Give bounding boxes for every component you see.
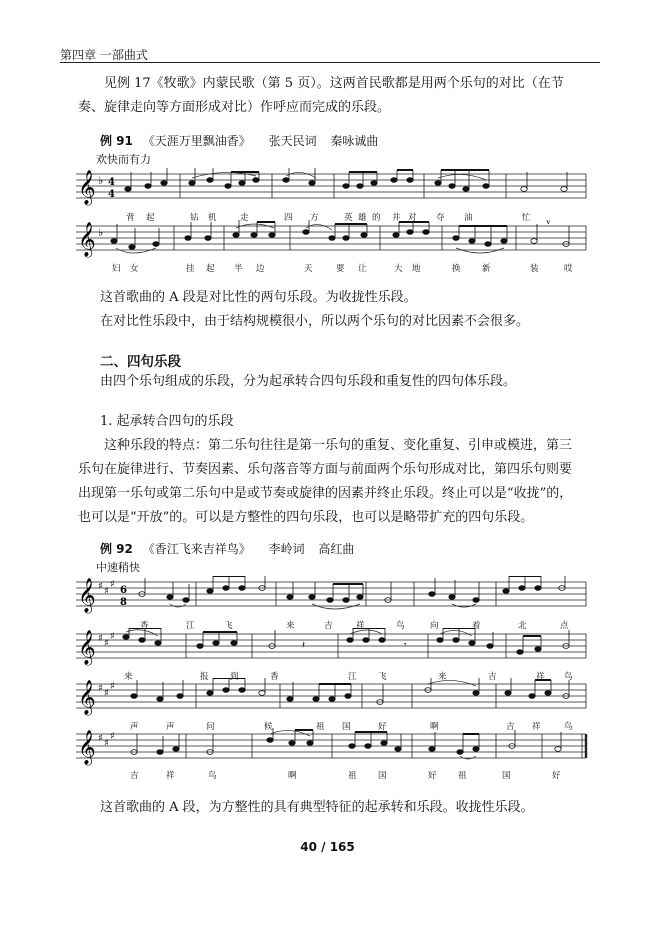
svg-text:4: 4 bbox=[108, 177, 115, 188]
treble-clef-icon: 𝄞 bbox=[78, 578, 96, 613]
example92-tempo: 中速稍快 bbox=[96, 561, 140, 574]
sharp-icon: ♯ bbox=[98, 633, 103, 644]
subsection-text: 这种乐段的特点：第二乐句往往是第一乐句的重复、变化重复、引申或模进，第三乐句在旋律进行、节奏因素、乐句落音等方面与前面两个乐句形成对比，第四乐句则要出现第一乐句或第二乐句中是或节奏或旋律的因素并终止乐段。终止可以是“收拢”的，也可以是“开放”的。可以是方整性的四句乐段，也可以是略带扩充的四句乐段。 bbox=[78, 438, 573, 525]
subsection-heading: 1. 起承转合四句的乐段 bbox=[100, 414, 234, 429]
flat-icon: ♭ bbox=[98, 174, 104, 187]
treble-clef-icon: 𝄞 bbox=[78, 222, 96, 257]
svg-text:8: 8 bbox=[120, 597, 127, 608]
example91-composer: 秦咏诚曲 bbox=[330, 134, 379, 148]
sharp-icon: ♯ bbox=[110, 631, 115, 642]
example92-staff-4 bbox=[76, 728, 596, 772]
example91-label: 例 91 bbox=[100, 134, 133, 148]
example92-staff-3 bbox=[76, 678, 596, 722]
sharp-icon: ♯ bbox=[110, 731, 115, 742]
sharp-icon: ♯ bbox=[98, 733, 103, 744]
svg-text:4: 4 bbox=[108, 189, 115, 200]
treble-clef-icon: 𝄞 bbox=[78, 730, 96, 765]
svg-text:𝄽: 𝄽 bbox=[302, 640, 306, 651]
page-number: 40 / 165 bbox=[300, 840, 355, 854]
example92-title-line bbox=[100, 540, 354, 557]
example92-lyricist: 李岭词 bbox=[268, 542, 305, 556]
example91-staff-2 bbox=[76, 220, 596, 264]
sharp-icon: ♯ bbox=[110, 579, 115, 590]
example92-lyrics-2: 来 报 到 香 江 飞 来 吉 祥 鸟 bbox=[124, 672, 573, 682]
treble-clef-icon: 𝄞 bbox=[78, 170, 96, 205]
treble-clef-icon: 𝄞 bbox=[78, 630, 96, 665]
svg-text:v: v bbox=[546, 220, 551, 226]
example91-title: 《天涯万里飘油香》 bbox=[142, 134, 251, 148]
example92-lyrics-1: 香 江 飞 来 吉 祥 鸟 向 着 北 点 bbox=[140, 621, 569, 631]
header-rule bbox=[60, 62, 600, 63]
sharp-icon: ♯ bbox=[110, 681, 115, 692]
section-heading: 二、四句乐段 bbox=[100, 354, 181, 370]
sharp-icon: ♯ bbox=[104, 638, 109, 649]
svg-text:𝄾: 𝄾 bbox=[404, 640, 407, 651]
example92-title: 《香江飞来吉祥鸟》 bbox=[142, 542, 251, 556]
sharp-icon: ♯ bbox=[98, 581, 103, 592]
treble-clef-icon: 𝄞 bbox=[78, 680, 96, 715]
sharp-icon: ♯ bbox=[104, 688, 109, 699]
intro-paragraph: 见例 17《牧歌》内蒙民歌（第 5 页）。这两首民歌都是用两个乐句的对比（在节奏、旋律走向等方面形成对比）作呼应而完成的乐段。 bbox=[78, 76, 564, 115]
sharp-icon: ♯ bbox=[104, 738, 109, 749]
example91-analysis-2: 在对比性乐段中，由于结构规模很小，所以两个乐句的对比因素不会很多。 bbox=[100, 314, 530, 329]
example91-lyrics-1: 背 起 钻 机 走 四 方 英 雄 的 井 对 夺 油 忙 bbox=[126, 213, 531, 223]
example91-lyricist: 张天民词 bbox=[268, 134, 317, 148]
flat-icon: ♭ bbox=[98, 226, 104, 239]
svg-text:6: 6 bbox=[120, 585, 127, 596]
example92-staff-2 bbox=[76, 628, 596, 672]
closing-paragraph: 这首歌曲的 A 段，为方整性的具有典型特征的起承转和乐段。收拢性乐段。 bbox=[100, 800, 534, 815]
example91-analysis-1: 这首歌曲的 A 段是对比性的两句乐段。为收拢性乐段。 bbox=[100, 290, 417, 305]
example91-tempo: 欢快而有力 bbox=[96, 153, 151, 166]
sharp-icon: ♯ bbox=[98, 683, 103, 694]
example92-composer: 高红曲 bbox=[318, 542, 355, 556]
example92-lyrics-3: 声 声 问 候 祖 国 好 啊 吉 祥 鸟 bbox=[130, 722, 573, 732]
section-intro: 由四个乐句组成的乐段，分为起承转合四句乐段和重复性的四句体乐段。 bbox=[100, 374, 517, 389]
example91-lyrics-2: 妇 女 挂 起 半 边 天 要 让 大 地 换 新 装 哎 bbox=[112, 264, 573, 274]
example91-staff-1 bbox=[76, 168, 596, 212]
example92-lyrics-4: 吉 祥 鸟 啊 祖 国 好 祖 国 好 bbox=[130, 771, 561, 781]
chapter-header: 第四章 一部曲式 bbox=[60, 48, 148, 62]
example91-title-line bbox=[100, 132, 378, 149]
example92-staff-1 bbox=[76, 576, 596, 620]
example92-label: 例 92 bbox=[100, 542, 133, 556]
sharp-icon: ♯ bbox=[104, 586, 109, 597]
